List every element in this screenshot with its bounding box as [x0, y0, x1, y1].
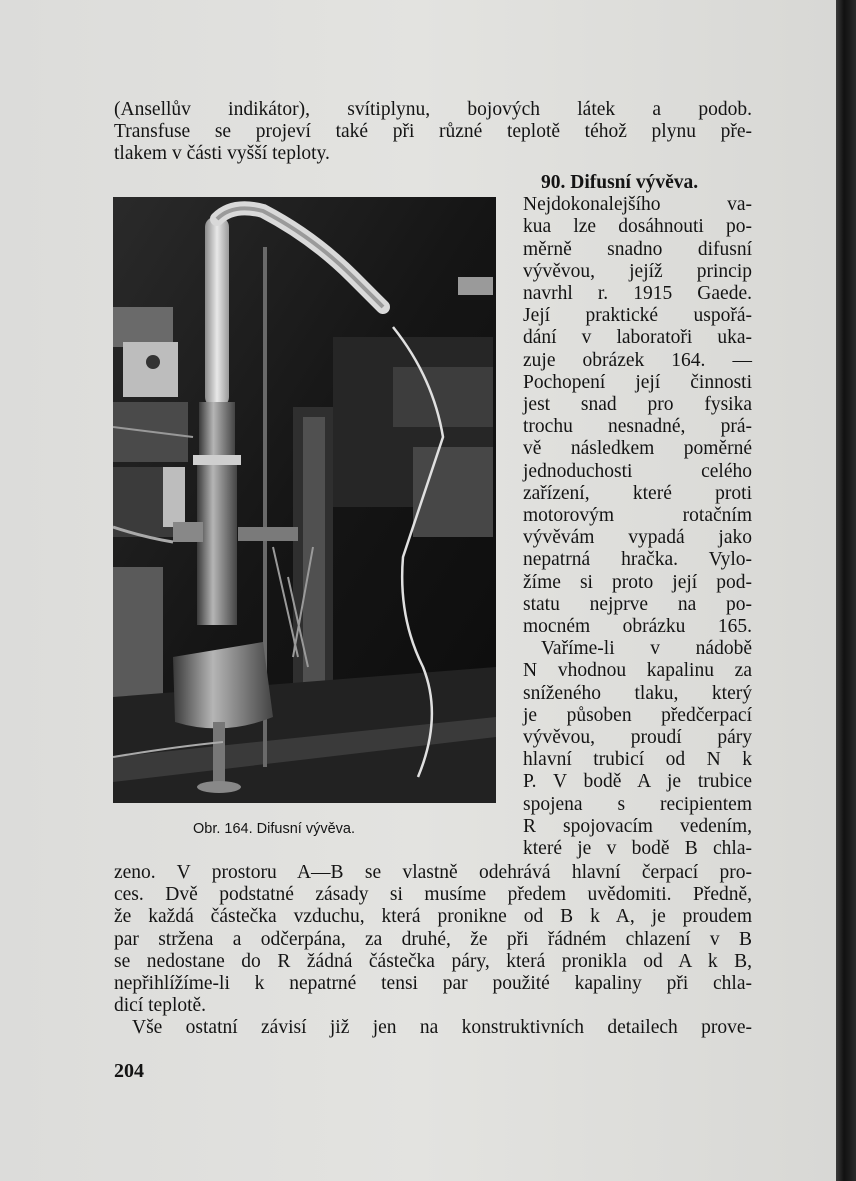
- text-line: tlakem v části vyšší teploty.: [114, 143, 330, 165]
- figure-caption: Obr. 164. Difusní vývěva.: [193, 821, 355, 837]
- text-line: P. V bodě A je trubice: [523, 771, 752, 793]
- paragraph-top: [114, 99, 752, 166]
- text-line: Pochopení její činnosti: [523, 371, 752, 393]
- text-line: R spojovacím vedením,: [523, 815, 752, 837]
- text-line: Vaříme-li v nádobě: [541, 638, 752, 660]
- text-line: je působen předčerpací: [523, 704, 752, 726]
- text-column-right: [523, 172, 752, 860]
- text-line: vě následkem poměrné: [523, 438, 752, 460]
- photo-drawing: [113, 197, 496, 803]
- text-line: jest snad pro fysika: [523, 394, 752, 416]
- text-line: motorovým rotačním: [523, 505, 752, 527]
- text-line: (Ansellův indikátor), svítiplynu, bojových látek a podob.: [114, 99, 752, 120]
- page-number: 204: [114, 1060, 144, 1082]
- text-line: mocném obrázku 165.: [523, 616, 752, 638]
- text-line: vývěvou, jejíž princip: [523, 260, 752, 282]
- text-line: nepřihlížíme-li k nepatrné tensi par použité kapaliny při chla-: [114, 973, 752, 995]
- text-line: N vhodnou kapalinu za: [523, 660, 752, 682]
- figure-photo-diffusion-pump: [113, 197, 496, 803]
- text-line: jednoduchosti celého: [523, 460, 752, 482]
- text-line: nepatrná hračka. Vylo-: [523, 549, 752, 571]
- text-line: vývěvám vypadá jako: [523, 527, 752, 549]
- text-line: Transfuse se projeví také při různé teplotě téhož plynu pře-: [114, 121, 752, 143]
- text-line: zeno. V prostoru A—B se vlastně odehrává hlavní čerpací pro-: [114, 862, 752, 883]
- text-line: že každá částečka vzduchu, která pronikne od B k A, je proudem: [114, 906, 752, 928]
- text-line: zařízení, které proti: [523, 482, 752, 504]
- text-line: hlavní trubicí od N k: [523, 749, 752, 771]
- section-heading: 90. Difusní vývěva.: [541, 172, 699, 193]
- text-line: statu nejprve na po-: [523, 593, 752, 615]
- text-line: Její praktické uspořá-: [523, 305, 752, 327]
- text-line: dicí teplotě.: [114, 995, 207, 1017]
- text-line: par stržena a odčerpána, za druhé, že při řádném chlazení v B: [114, 928, 752, 950]
- text-line: kua lze dosáhnouti po-: [523, 216, 752, 238]
- text-line: ces. Dvě podstatné zásady si musíme předem uvědomiti. Předně,: [114, 884, 752, 906]
- text-line: se nedostane do R žádná částečka páry, která pronikla od A k B,: [114, 950, 752, 972]
- text-line: žíme si proto její pod-: [523, 571, 752, 593]
- text-line: Vše ostatní závisí již jen na konstruktivních detailech prove-: [132, 1017, 752, 1039]
- text-line: dání v laboratoři uka-: [523, 327, 752, 349]
- book-spine: [836, 0, 856, 1181]
- text-line: spojena s recipientem: [523, 793, 752, 815]
- text-line: měrně snadno difusní: [523, 238, 752, 260]
- paragraph-bottom: [114, 862, 752, 1040]
- text-line: navrhl r. 1915 Gaede.: [523, 283, 752, 305]
- text-line: které je v bodě B chla-: [523, 838, 752, 860]
- text-line: sníženého tlaku, který: [523, 682, 752, 704]
- text-line: Nejdokonalejšího va-: [523, 194, 752, 216]
- text-line: zuje obrázek 164. —: [523, 349, 752, 371]
- text-line: vývěvou, proudí páry: [523, 727, 752, 749]
- text-line: trochu nesnadné, prá-: [523, 416, 752, 438]
